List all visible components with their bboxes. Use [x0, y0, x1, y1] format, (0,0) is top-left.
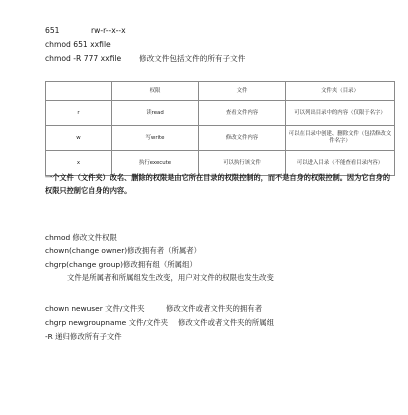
chgrp-note: chgrp(change group)修改拥有组（所属组）: [45, 260, 197, 269]
table-row: [46, 101, 395, 126]
permission-table: [45, 81, 395, 176]
table-cell: x: [46, 151, 112, 176]
table-header-cell: 文件: [199, 82, 286, 101]
table-header-cell: 文件夹（目录）: [286, 82, 395, 101]
mode-string: rw-r--x--x: [91, 26, 126, 35]
chgrp-command: chgrp newgroupname 文件/文件夹: [45, 318, 169, 327]
table-cell: 修改文件内容: [199, 126, 286, 151]
table-cell: 可以在目录中创建、删除文件（包括修改文件名字）: [286, 126, 395, 151]
recursive-option-note: -R 递归修改所有子文件: [45, 332, 122, 341]
chown-command: chown newuser 文件/文件夹: [45, 304, 145, 313]
table-cell: 可以列出目录中的内容（仅限于名字）: [286, 101, 395, 126]
table-cell: 读read: [112, 101, 199, 126]
table-cell: 可以执行该文件: [199, 151, 286, 176]
chmod-note: chmod 修改文件权限: [45, 233, 117, 242]
table-cell: 写write: [112, 126, 199, 151]
table-cell: 执行execute: [112, 151, 199, 176]
table-cell: r: [46, 101, 112, 126]
chgrp-command-description: 修改文件或者文件夹的所属组: [178, 318, 275, 327]
table-header-cell: [46, 82, 112, 101]
chmod-recursive-description: 修改文件包括文件的所有子文件: [139, 54, 246, 63]
chmod-recursive-command: chmod -R 777 xxfile: [45, 54, 122, 63]
permission-note-paragraph: 一个文件（文件夹）改名、删除的权限是由它所在目录的权限控制的，而不是自身的权限控制。因为它自身的权限只控制它自身的内容。: [45, 173, 391, 195]
chown-note: chown(change owner)修改拥有者（所属者）: [45, 246, 202, 255]
table-header-row: [46, 82, 395, 101]
table-cell: 可以进入目录（不能查看目录内容）: [286, 151, 395, 176]
chown-command-description: 修改文件或者文件夹的拥有者: [166, 304, 263, 313]
table-cell: w: [46, 126, 112, 151]
chmod-example-line: chmod 651 xxfile: [45, 40, 111, 49]
mode-number: 651: [45, 26, 60, 35]
table-header-cell: 权限: [112, 82, 199, 101]
owner-change-note: 文件是所属者和所属组发生改变，用户对文件的权限也发生改变: [67, 273, 274, 282]
table-row: [46, 126, 395, 151]
table-cell: 查看文件内容: [199, 101, 286, 126]
